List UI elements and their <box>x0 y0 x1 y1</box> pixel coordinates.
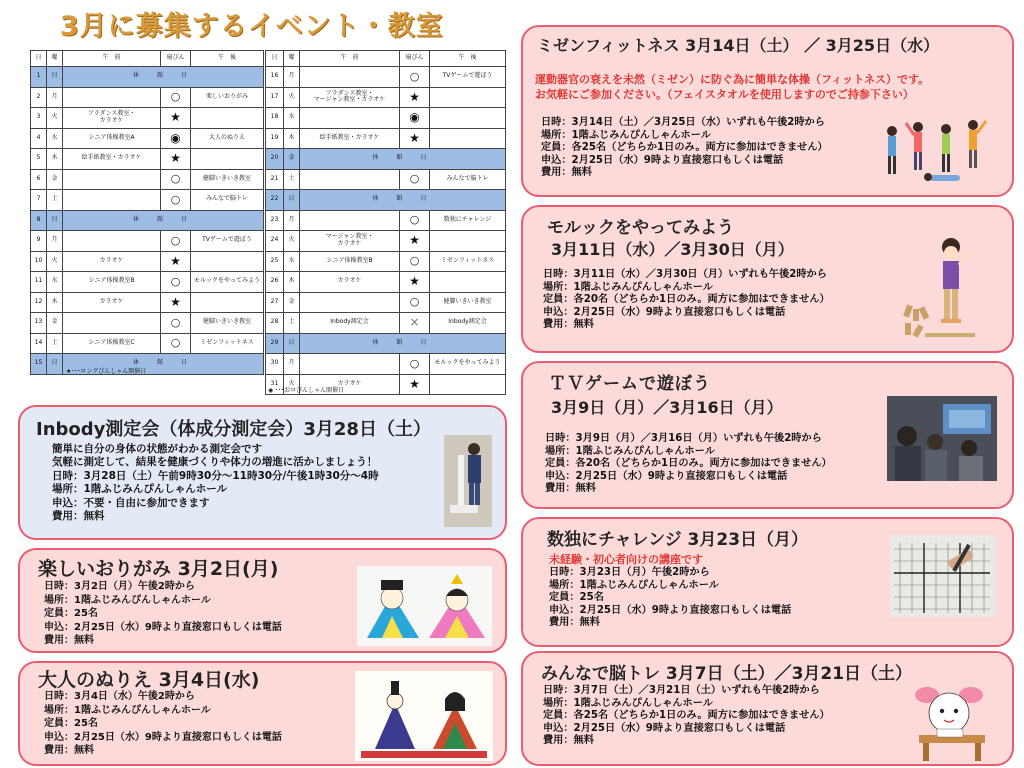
schedule-row <box>266 128 506 149</box>
event-line: 定員：25名 <box>44 718 98 730</box>
schedule-row <box>266 272 506 293</box>
schedule-morning: 絵手紙教室・カラオケ <box>300 128 400 149</box>
schedule-row <box>31 128 264 149</box>
event-line: 定員：各25名（どちらか1日のみ。両方に参加はできません） <box>541 142 828 154</box>
schedule-morning: シニア体操教室B <box>300 251 400 272</box>
schedule-weekday: 火 <box>284 87 300 108</box>
schedule-row <box>266 190 506 211</box>
schedule-morning <box>300 108 400 129</box>
event-line: 日時：3月11日（水）／3月30日（月）いずれも午後2時から <box>543 269 827 280</box>
schedule-pinpon-mark: ★ <box>161 251 191 272</box>
schedule-morning <box>63 169 161 190</box>
schedule-column-header: 日 <box>266 51 284 67</box>
event-details <box>549 567 791 630</box>
event-line: 費用：無料 <box>541 167 592 179</box>
schedule-day: 11 <box>31 272 47 293</box>
schedule-header-row <box>31 51 264 67</box>
event-title: 数独にチャレンジ 3月23日（月） <box>547 530 809 550</box>
schedule-row <box>31 292 264 313</box>
schedule-morning: カラオケ <box>63 292 161 313</box>
schedule-morning <box>300 292 400 313</box>
schedule-morning: カラオケ <box>300 374 400 395</box>
event-line: 定員：各20名（どちらか1日のみ。両方に参加はできません） <box>545 458 832 470</box>
schedule-afternoon: みんなで脳トレ <box>191 190 264 211</box>
schedule-afternoon <box>191 292 264 313</box>
schedule-row <box>266 67 506 88</box>
schedule-weekday: 水 <box>284 251 300 272</box>
schedule-pinpon-mark: ○ <box>400 354 430 375</box>
event-line: 場所：1階ふじみんぴんしゃんホール <box>44 594 211 606</box>
sudoku-photo <box>890 535 995 617</box>
schedule-weekday: 木 <box>47 292 63 313</box>
event-line: 定員：各25名（どちらか1日のみ。両方に参加はできません） <box>543 710 830 722</box>
schedule-afternoon: TVゲームで遊ぼう <box>430 67 506 88</box>
event-noutore <box>521 651 1014 766</box>
schedule-weekday: 月 <box>284 210 300 231</box>
schedule-weekday: 木 <box>284 272 300 293</box>
schedule-morning: シニア体操教室B <box>63 272 161 293</box>
schedule-row <box>266 169 506 190</box>
schedule-weekday: 木 <box>47 149 63 170</box>
schedule-weekday: 金 <box>284 292 300 313</box>
schedule-day: 20 <box>266 149 284 170</box>
event-line: 日時：3月14日（土）／3月25日（水）いずれも午後2時から <box>541 117 825 128</box>
event-line: 費用：無料 <box>44 745 94 757</box>
schedule-pinpon-mark: ★ <box>400 272 430 293</box>
event-line: 申込：2月25日（水）9時より直接窓口もしくは電話 <box>549 604 792 616</box>
schedule-day: 27 <box>266 292 284 313</box>
schedule-day: 14 <box>31 333 47 354</box>
schedule-weekday: 日 <box>284 333 300 354</box>
schedule-day: 29 <box>266 333 284 354</box>
schedule-afternoon <box>191 149 264 170</box>
event-line: 申込：不要・自由に参加できます <box>52 496 210 509</box>
schedule-pinpon-mark: ○ <box>400 169 430 190</box>
schedule-pinpon-mark: ★ <box>400 231 430 252</box>
closed-day-label: 休 館 日 <box>300 149 506 170</box>
schedule-pinpon-mark: ★ <box>400 128 430 149</box>
schedule-day: 3 <box>31 108 47 129</box>
schedule-row <box>266 210 506 231</box>
schedule-afternoon: Inbody測定会 <box>430 313 506 334</box>
schedule-pinpon-mark: ○ <box>400 292 430 313</box>
event-details <box>44 580 282 648</box>
schedule-row <box>31 149 264 170</box>
schedule-afternoon <box>191 108 264 129</box>
schedule-afternoon: みんなで脳トレ <box>430 169 506 190</box>
schedule-afternoon: 健脚いきいき教室 <box>430 292 506 313</box>
event-dates: 3月9日（月）／3月16日（月） <box>551 398 783 417</box>
schedule-weekday: 火 <box>284 374 300 395</box>
schedule-weekday: 土 <box>47 333 63 354</box>
schedule-row <box>31 67 264 88</box>
closed-day-label: 休 館 日 <box>63 354 264 375</box>
event-origami <box>18 548 507 653</box>
event-line: 場所：1階ふじみんぴんしゃんホール <box>545 445 715 457</box>
event-title: モルックをやってみよう <box>547 218 734 238</box>
fitness-illustration <box>878 117 1003 187</box>
schedule-row <box>31 169 264 190</box>
event-description: 未経験・初心者向けの講座です <box>549 553 703 566</box>
schedule-day: 13 <box>31 313 47 334</box>
schedule-morning: フラダンス教室・ カラオケ <box>63 108 161 129</box>
schedule-row <box>31 333 264 354</box>
schedule-column-header: 曜 <box>284 51 300 67</box>
event-details <box>44 690 282 758</box>
schedule-afternoon <box>430 374 506 395</box>
schedule-row <box>31 251 264 272</box>
legend-star: ★･･･ロングぴんしゃん開催日 <box>66 368 147 375</box>
schedule-row <box>31 87 264 108</box>
event-details <box>52 443 379 523</box>
schedule-weekday: 水 <box>284 108 300 129</box>
event-line: 簡単に自分の身体の状態がわかる測定会です <box>52 443 262 455</box>
inbody-photo <box>444 435 492 527</box>
event-molkky <box>521 205 1014 353</box>
schedule-crossed-cell: × <box>400 313 430 334</box>
schedule-pinpon-mark: ◉ <box>400 108 430 129</box>
schedule-day: 18 <box>266 108 284 129</box>
schedule-day: 2 <box>31 87 47 108</box>
event-title: 大人のぬりえ 3月4日(水) <box>38 669 260 691</box>
schedule-row <box>266 108 506 129</box>
schedule-column-header: 午 前 <box>300 51 400 67</box>
closed-day-label: 休 館 日 <box>63 210 264 231</box>
schedule-weekday: 日 <box>284 190 300 211</box>
schedule-morning: シニア体操教室A <box>63 128 161 149</box>
closed-day-label: 休 館 日 <box>300 190 506 211</box>
schedule-day: 1 <box>31 67 47 88</box>
schedule-weekday: 水 <box>47 272 63 293</box>
schedule-day: 26 <box>266 272 284 293</box>
schedule-day: 24 <box>266 231 284 252</box>
schedule-day: 17 <box>266 87 284 108</box>
schedule-weekday: 金 <box>47 169 63 190</box>
event-line: 日時：3月4日（水）午後2時から <box>44 691 195 702</box>
schedule-row <box>266 292 506 313</box>
schedule-afternoon <box>430 231 506 252</box>
schedule-row <box>31 313 264 334</box>
schedule-column-header: 扇ぴん <box>400 51 430 67</box>
event-line: 場所：1階ふじみんぴんしゃんホール <box>44 704 211 716</box>
schedule-weekday: 土 <box>284 169 300 190</box>
schedule-row <box>266 149 506 170</box>
event-line: 日時：3月2日（月）午後2時から <box>44 581 195 592</box>
closed-day-label: 休 館 日 <box>63 67 264 88</box>
schedule-weekday: 日 <box>47 67 63 88</box>
schedule-morning <box>63 231 161 252</box>
schedule-weekday: 火 <box>47 108 63 129</box>
event-title: ミゼンフィットネス 3月14日（土） ／ 3月25日（水） <box>537 36 940 55</box>
schedule-pinpon-mark: ○ <box>161 169 191 190</box>
schedule-day: 6 <box>31 169 47 190</box>
event-line: 申込：2月25日（水）9時より直接窓口もしくは電話 <box>545 470 788 482</box>
event-inbody <box>18 405 507 540</box>
event-line: 場所：1階ふじみんぴんしゃんホール <box>549 579 719 591</box>
event-details <box>543 269 830 332</box>
schedule-weekday: 金 <box>284 149 300 170</box>
event-line: 費用：無料 <box>543 735 594 747</box>
schedule-row <box>31 210 264 231</box>
schedule-day: 15 <box>31 354 47 375</box>
molkky-illustration <box>893 235 1001 340</box>
event-line: 申込：2月25日（水）9時より直接窓口もしくは電話 <box>44 621 282 633</box>
schedule-afternoon <box>430 128 506 149</box>
schedule-weekday: 日 <box>47 354 63 375</box>
event-title: 楽しいおりがみ 3月2日(月) <box>38 558 279 580</box>
hina-dolls-coloring-image <box>355 671 493 761</box>
schedule-weekday: 月 <box>284 354 300 375</box>
event-mizen-fitness <box>521 25 1014 197</box>
event-line: 申込：2月25日（水）9時より直接窓口もしくは電話 <box>44 731 282 743</box>
schedule-pinpon-mark: ★ <box>161 149 191 170</box>
schedule-pinpon-mark: ★ <box>161 292 191 313</box>
schedule-pinpon-mark: ★ <box>400 374 430 395</box>
schedule-day: 10 <box>31 251 47 272</box>
schedule-row <box>266 251 506 272</box>
event-line: 日時：3月7日（土）／3月21日（土）いずれも午後2時から <box>543 685 820 696</box>
schedule-day: 19 <box>266 128 284 149</box>
schedule-row <box>31 108 264 129</box>
event-nurie <box>18 661 507 766</box>
schedule-afternoon <box>430 272 506 293</box>
legend-circle: ◉ ･･･おロぴんしゃん開催日 <box>268 387 345 394</box>
schedule-pinpon-mark: ○ <box>161 333 191 354</box>
event-line: 申込：2月25日（水）9時より直接窓口もしくは電話 <box>543 306 786 318</box>
schedule-weekday: 土 <box>47 190 63 211</box>
schedule-day: 21 <box>266 169 284 190</box>
schedule-day: 31 <box>266 374 284 395</box>
schedule-morning: シニア体操教室C <box>63 333 161 354</box>
schedule-day: 7 <box>31 190 47 211</box>
schedule-pinpon-mark: ○ <box>161 190 191 211</box>
schedule-row <box>266 231 506 252</box>
schedule-morning <box>300 210 400 231</box>
event-title: ＴＶゲームで遊ぼう <box>549 374 711 394</box>
schedule-pinpon-mark: ○ <box>161 313 191 334</box>
schedule-table-left <box>30 50 264 375</box>
schedule-day: 8 <box>31 210 47 231</box>
schedule-day: 30 <box>266 354 284 375</box>
event-line: 申込：2月25日（水）9時より直接窓口もしくは電話 <box>543 722 786 734</box>
event-line: 日時：3月28日（土）午前9時30分～11時30分/午後1時30分～4時 <box>52 469 379 482</box>
schedule-afternoon: 健脚いきいき教室 <box>191 313 264 334</box>
schedule-row <box>266 333 506 354</box>
schedule-weekday: 火 <box>47 251 63 272</box>
schedule-pinpon-mark: ○ <box>400 251 430 272</box>
event-line: 定員：25名 <box>44 608 98 620</box>
schedule-afternoon: 健脚いきいき教室 <box>191 169 264 190</box>
event-line: 定員：各20名（どちらか1日のみ。両方に参加はできません） <box>543 294 830 306</box>
schedule-morning <box>300 169 400 190</box>
schedule-day: 9 <box>31 231 47 252</box>
schedule-row <box>31 190 264 211</box>
schedule-pinpon-mark: ○ <box>161 272 191 293</box>
mascot-study-illustration <box>909 683 997 763</box>
event-line: 費用：無料 <box>52 510 105 523</box>
tv-game-photo <box>887 396 997 481</box>
schedule-weekday: 火 <box>284 231 300 252</box>
schedule-morning <box>63 87 161 108</box>
schedule-weekday: 月 <box>284 67 300 88</box>
schedule-afternoon: 楽しいおりがみ <box>191 87 264 108</box>
schedule-column-header: 午 前 <box>63 51 161 67</box>
schedule-afternoon: ミゼンフィットネス <box>191 333 264 354</box>
schedule-afternoon: ミゼンフィットネス <box>430 251 506 272</box>
schedule-row <box>266 313 506 334</box>
schedule-afternoon <box>430 87 506 108</box>
schedule-afternoon <box>191 251 264 272</box>
schedule-weekday: 木 <box>284 128 300 149</box>
schedule-row <box>266 354 506 375</box>
schedule-day: 22 <box>266 190 284 211</box>
schedule-pinpon-mark: ○ <box>400 67 430 88</box>
schedule-day: 5 <box>31 149 47 170</box>
schedule-day: 4 <box>31 128 47 149</box>
schedule-table-right <box>265 50 506 395</box>
event-line: 場所：1階ふじみんぴんしゃんホール <box>543 281 713 293</box>
schedule-day: 23 <box>266 210 284 231</box>
schedule-afternoon: TVゲームで遊ぼう <box>191 231 264 252</box>
schedule-pinpon-mark: ★ <box>400 87 430 108</box>
schedule-weekday: 土 <box>284 313 300 334</box>
schedule-afternoon: 数独にチャレンジ <box>430 210 506 231</box>
event-details <box>545 433 832 496</box>
schedule-morning <box>63 313 161 334</box>
schedule-afternoon <box>430 108 506 129</box>
event-line: 費用：無料 <box>545 483 596 495</box>
schedule-column-header: 午 後 <box>191 51 264 67</box>
event-tv-game <box>521 361 1014 509</box>
schedule-pinpon-mark: ○ <box>161 87 191 108</box>
event-dates: 3月11日（水）／3月30日（月） <box>551 240 794 259</box>
event-line: 場所：1階ふじみんぴんしゃんホール <box>541 129 711 141</box>
schedule-column-header: 扇ぴん <box>161 51 191 67</box>
event-description: お気軽にご参加ください。（フェイスタオルを使用しますのでご持参下さい） <box>535 88 914 101</box>
schedule-morning <box>63 190 161 211</box>
schedule-morning <box>300 67 400 88</box>
schedule-weekday: 日 <box>47 210 63 231</box>
schedule-weekday: 月 <box>47 231 63 252</box>
event-title: みんなで脳トレ 3月7日（土）／3月21日（土） <box>541 664 913 684</box>
schedule-morning: カラオケ <box>300 272 400 293</box>
event-title: Inbody測定会（体成分測定会）3月28日（土） <box>36 419 431 440</box>
schedule-afternoon: 大人のぬりえ <box>191 128 264 149</box>
event-line: 場所：1階ふじみんぴんしゃんホール <box>52 483 228 496</box>
origami-dolls-image <box>357 566 492 646</box>
event-line: 費用：無料 <box>549 617 600 629</box>
schedule-afternoon: モルックをやってみよう <box>191 272 264 293</box>
schedule-column-header: 日 <box>31 51 47 67</box>
event-line: 場所：1階ふじみんぴんしゃんホール <box>543 697 713 709</box>
schedule-day: 28 <box>266 313 284 334</box>
schedule-header-row <box>266 51 506 67</box>
event-line: 定員：25名 <box>549 592 604 604</box>
schedule-pinpon-mark: ★ <box>161 108 191 129</box>
schedule-column-header: 曜 <box>47 51 63 67</box>
schedule-morning: マージャン教室・ カラオケ <box>300 231 400 252</box>
schedule-weekday: 月 <box>47 87 63 108</box>
event-details <box>541 117 828 180</box>
event-description: 運動器官の衰えを未然（ミゼン）に防ぐ為に簡単な体操（フィットネス）です。 <box>535 73 930 86</box>
schedule-morning: Inbody測定会 <box>300 313 400 334</box>
event-sudoku <box>521 517 1014 647</box>
event-line: 費用：無料 <box>44 635 94 647</box>
event-line: 日時：3月9日（月）／3月16日（月）いずれも午後2時から <box>545 433 822 444</box>
schedule-row <box>31 272 264 293</box>
event-details <box>543 685 830 748</box>
page-title: 3月に募集するイベント・教室 <box>60 11 444 42</box>
event-line: 気軽に測定して、結果を健康づくりや体力の増進に活かしましょう！ <box>52 456 378 469</box>
schedule-day: 16 <box>266 67 284 88</box>
closed-day-label: 休 館 日 <box>300 333 506 354</box>
event-line: 費用：無料 <box>543 319 594 331</box>
schedule-morning: フラダンス教室・ マージャン教室・カラオケ <box>300 87 400 108</box>
schedule-row <box>266 87 506 108</box>
schedule-row <box>31 231 264 252</box>
schedule-morning: 絵手紙教室・カラオケ <box>63 149 161 170</box>
schedule-column-header: 午 後 <box>430 51 506 67</box>
event-line: 申込：2月25日（水）9時より直接窓口もしくは電話 <box>541 154 784 166</box>
schedule-weekday: 金 <box>47 313 63 334</box>
schedule-morning <box>300 354 400 375</box>
schedule-pinpon-mark: ○ <box>161 231 191 252</box>
schedule-afternoon: モルックをやってみよう <box>430 354 506 375</box>
event-line: 日時：3月23日（月）午後2時から <box>549 567 710 578</box>
schedule-weekday: 水 <box>47 128 63 149</box>
schedule-morning: カラオケ <box>63 251 161 272</box>
schedule-pinpon-mark: ○ <box>400 210 430 231</box>
schedule-day: 12 <box>31 292 47 313</box>
schedule-day: 25 <box>266 251 284 272</box>
schedule-pinpon-mark: ◉ <box>161 128 191 149</box>
